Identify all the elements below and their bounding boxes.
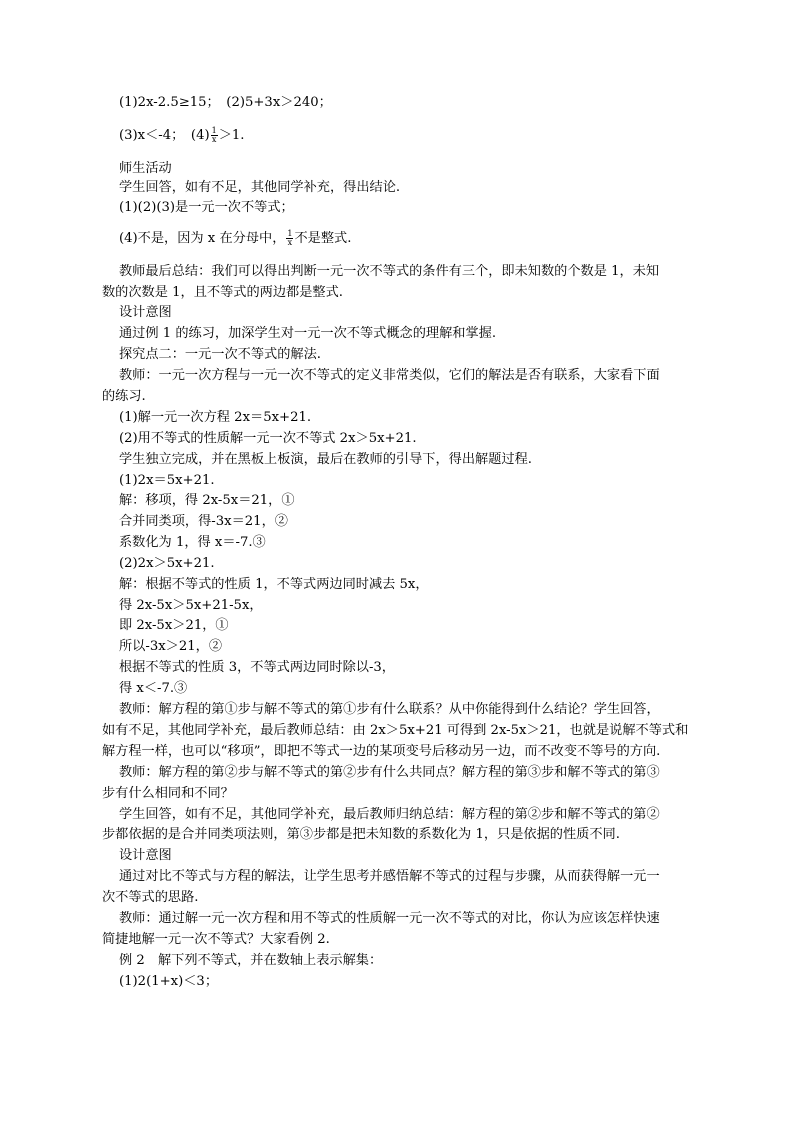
paragraph-line: 学生独立完成，并在黑板上板演，最后在教师的引导下，得出解题过程. [119, 452, 533, 467]
example-item: (1)2(1+x)＜3； [119, 974, 219, 989]
paragraph-line: 次不等式的思路. [102, 890, 199, 905]
example-heading: 例 2 解下列不等式，并在数轴上表示解集： [119, 953, 383, 968]
paragraph-line: (1)2x＝5x+21. [119, 473, 215, 488]
paragraph-line: 即 2x-5x＞21，① [119, 618, 229, 633]
paragraph-line: 解：移项，得 2x-5x＝21，① [119, 493, 295, 508]
paragraph-line: 教师：通过解一元一次方程和用不等式的性质解一元一次不等式的对比，你认为应该怎样快速 [119, 911, 660, 926]
paragraph-line: 教师：解方程的第①步与解不等式的第①步有什么联系？从中你能得到什么结论？学生回答， [119, 702, 660, 717]
paragraph-line: 所以-3x＞21，② [119, 639, 223, 654]
section-heading-explore: 探究点二：一元一次不等式的解法. [119, 347, 322, 362]
paragraph-line: 解方程一样，也可以“移项”，即把不等式一边的某项变号后移动另一边，而不改变不等号的方向. [102, 744, 661, 759]
paragraph-line-with-fraction [119, 230, 351, 248]
fraction-denominator: x [287, 238, 293, 247]
paragraph-line: 教师：解方程的第②步与解不等式的第②步有什么共同点？解方程的第③步和解不等式的第③ [119, 765, 660, 780]
paragraph-line: 得 2x-5x＞5x+21-5x， [119, 598, 263, 613]
paragraph-line: 数的次数是 1，且不等式的两边都是整式. [102, 285, 343, 300]
fraction-numerator: 1 [287, 229, 293, 238]
paragraph-line: 通过例 1 的练习，加深学生对一元一次不等式概念的理解和掌握. [119, 326, 497, 341]
paragraph-text-tail: 不是整式. [294, 231, 352, 246]
paragraph-line: (2)2x＞5x+21. [119, 556, 215, 571]
paragraph-line: 根据不等式的性质 3，不等式两边同时除以-3， [119, 660, 395, 675]
paragraph-text: (4)不是，因为 x 在分母中， [119, 231, 286, 246]
paragraph-line: 通过对比不等式与方程的解法，让学生思考并感悟解不等式的过程与步骤，从而获得解一元一 [119, 869, 660, 884]
paragraph-line: 教师最后总结：我们可以得出判断一元一次不等式的条件有三个，即未知数的个数是 1，未知 [119, 264, 660, 279]
paragraph-line: (2)用不等式的性质解一元一次不等式 2x＞5x+21. [119, 431, 417, 446]
fraction-one-over-x [286, 230, 293, 247]
paragraph-line: 教师：一元一次方程与一元一次不等式的定义非常类似，它们的解法是否有联系，大家看下面 [119, 368, 660, 383]
paragraph-line: 系数化为 1，得 x＝-7.③ [119, 535, 266, 550]
exercise-line-2-text: (3)x＜-4； (4) [119, 128, 210, 143]
section-heading-activity: 师生活动 [119, 161, 172, 176]
exercise-line-1: (1)2x-2.5≥15； (2)5+3x＞240； [119, 95, 332, 110]
paragraph-line: 的练习. [102, 389, 146, 404]
section-heading-design: 设计意图 [119, 848, 172, 863]
paragraph-line: (1)解一元一次方程 2x＝5x+21. [119, 410, 312, 425]
exercise-line-2 [119, 127, 244, 145]
paragraph-line: 学生回答，如有不足，其他同学补充，得出结论. [119, 180, 401, 195]
paragraph-line: 得 x＜-7.③ [119, 681, 188, 696]
paragraph-line: 学生回答，如有不足，其他同学补充，最后教师归纳总结：解方程的第②步和解不等式的第② [119, 807, 660, 822]
fraction-denominator: x [211, 135, 217, 144]
section-heading-design: 设计意图 [119, 305, 172, 320]
fraction-numerator: 1 [211, 126, 217, 135]
paragraph-line: 如有不足，其他同学补充，最后教师总结：由 2x＞5x+21 可得到 2x-5x＞21，也就是说解不等式和 [102, 723, 689, 738]
paragraph-line: 步有什么相同和不同？ [102, 786, 234, 801]
paragraph-line: 简捷地解一元一次不等式？大家看例 2. [102, 932, 330, 947]
paragraph-line: (1)(2)(3)是一元一次不等式； [119, 200, 294, 215]
paragraph-line: 解：根据不等式的性质 1，不等式两边同时减去 5x， [119, 577, 429, 592]
paragraph-line: 步都依据的是合并同类项法则，第③步都是把未知数的系数化为 1，只是依据的性质不同. [102, 827, 620, 842]
paragraph-line: 合并同类项，得-3x＝21，② [119, 514, 288, 529]
fraction-one-over-x [211, 127, 218, 144]
exercise-line-2-tail: ＞1. [218, 128, 245, 143]
